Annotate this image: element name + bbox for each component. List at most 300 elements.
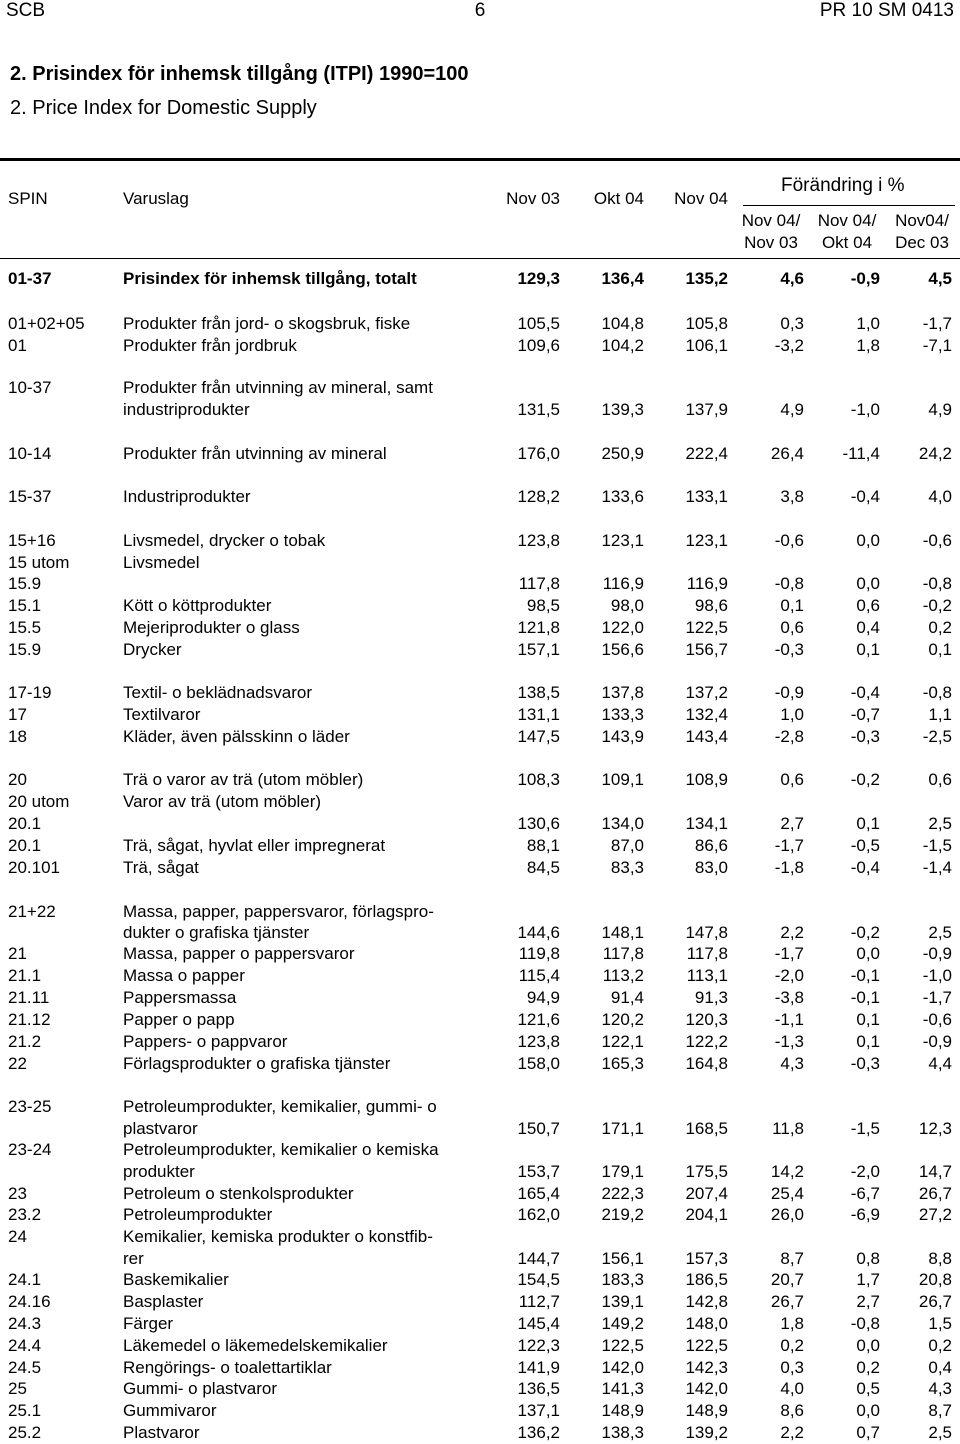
row-value-col4: -0,8 <box>774 574 804 593</box>
row-value-col1: 162,0 <box>517 1205 560 1224</box>
row-value-col3: 207,4 <box>685 1184 728 1203</box>
row-value-col5: -2,0 <box>850 1162 880 1181</box>
row-value-col3: 122,2 <box>685 1032 728 1051</box>
table-row <box>0 1378 960 1400</box>
row-value-col1: 137,1 <box>517 1401 560 1420</box>
row-label: Läkemedel o läkemedelskemikalier <box>123 1336 388 1355</box>
row-label: Petroleumprodukter, kemikalier, gummi- o <box>123 1097 437 1116</box>
row-value-col2: 137,8 <box>601 683 644 702</box>
row-value-col3: 133,1 <box>685 487 728 506</box>
row-value-col1: 98,5 <box>526 596 560 615</box>
row-value-col6: 24,2 <box>918 444 952 463</box>
table-row <box>0 399 960 421</box>
row-value-col5: -0,2 <box>850 923 880 942</box>
row-code: 15+16 <box>8 531 56 550</box>
table-row <box>0 268 960 290</box>
table-row <box>0 443 960 465</box>
table-row <box>0 617 960 639</box>
row-code: 21.2 <box>8 1032 42 1051</box>
row-value-col1: 154,5 <box>517 1270 560 1289</box>
row-value-col4: 2,2 <box>780 923 804 942</box>
row-label: Kemikalier, kemiska produkter o konstfib- <box>123 1227 433 1246</box>
row-label: Prisindex för inhemsk tillgång, totalt <box>123 269 417 288</box>
row-value-col1: 144,7 <box>517 1249 560 1268</box>
row-value-col6: -1,7 <box>922 988 952 1007</box>
row-label: Produkter från utvinning av mineral <box>123 444 387 463</box>
row-code: 24.5 <box>8 1358 42 1377</box>
row-value-col2: 123,1 <box>601 531 644 550</box>
row-value-col1: 121,6 <box>517 1010 560 1029</box>
row-code: 20 <box>8 770 27 789</box>
table-row <box>0 1313 960 1335</box>
table-row <box>0 486 960 508</box>
row-value-col6: 14,7 <box>918 1162 952 1181</box>
header-change-title: Förändring i % <box>781 175 905 196</box>
row-value-col3: 222,4 <box>685 444 728 463</box>
row-value-col1: 88,1 <box>526 836 560 855</box>
row-label: Basplaster <box>123 1292 204 1311</box>
row-code: 01-37 <box>8 269 52 288</box>
row-value-col3: 175,5 <box>685 1162 728 1181</box>
row-value-col1: 136,2 <box>517 1423 560 1442</box>
row-value-col2: 91,4 <box>610 988 644 1007</box>
row-value-col2: 113,2 <box>602 966 644 985</box>
row-value-col3: 113,1 <box>686 966 728 985</box>
row-value-col2: 148,9 <box>601 1401 644 1420</box>
row-value-col4: 8,6 <box>780 1401 804 1420</box>
row-value-col1: 105,5 <box>517 314 560 333</box>
row-value-col4: 26,4 <box>770 444 804 463</box>
table-row <box>0 1096 960 1118</box>
row-value-col3: 117,8 <box>686 944 728 963</box>
row-value-col4: 0,6 <box>780 618 804 637</box>
row-value-col5: -0,8 <box>850 1314 880 1333</box>
row-value-col4: 14,2 <box>770 1162 804 1181</box>
row-code: 23-24 <box>8 1140 52 1159</box>
row-value-col2: 156,6 <box>601 640 644 659</box>
row-value-col1: 131,5 <box>517 400 560 419</box>
row-value-col6: 20,8 <box>918 1270 952 1289</box>
header-col1: Nov 03 <box>506 189 560 208</box>
row-value-col2: 104,2 <box>601 336 644 355</box>
header-col3: Nov 04 <box>674 189 728 208</box>
row-value-col5: 0,6 <box>856 596 880 615</box>
table-row <box>0 530 960 552</box>
row-label: Varor av trä (utom möbler) <box>123 792 322 811</box>
row-value-col5: 0,7 <box>856 1423 880 1442</box>
table-row <box>0 1031 960 1053</box>
row-label: Petroleum o stenkolsprodukter <box>123 1184 354 1203</box>
row-code: 21+22 <box>8 902 56 921</box>
row-value-col6: -1,4 <box>922 858 952 877</box>
table-title-swedish: 2. Prisindex för inhemsk tillgång (ITPI) 1990=100 <box>10 63 469 85</box>
table-row <box>0 1269 960 1291</box>
row-label: Trä, sågat <box>123 858 199 877</box>
row-label: Textilvaror <box>123 705 201 724</box>
row-value-col5: -0,7 <box>850 705 880 724</box>
row-code: 23.2 <box>8 1205 42 1224</box>
row-code: 23-25 <box>8 1097 52 1116</box>
table-row <box>0 1291 960 1313</box>
table-header-rule <box>0 258 960 259</box>
row-value-col2: 83,3 <box>610 858 644 877</box>
row-value-col6: 2,5 <box>928 1423 952 1442</box>
row-value-col3: 156,7 <box>685 640 728 659</box>
row-code: 21.12 <box>8 1010 51 1029</box>
table-row <box>0 835 960 857</box>
table-row <box>0 1422 960 1444</box>
row-value-col3: 157,3 <box>685 1249 728 1268</box>
header-change1-top: Nov 04/ <box>741 211 801 230</box>
row-value-col6: -1,0 <box>922 966 952 985</box>
table-row <box>0 313 960 335</box>
row-value-col2: 138,3 <box>601 1423 644 1442</box>
row-value-col1: 123,8 <box>517 531 560 550</box>
row-value-col3: 186,5 <box>685 1270 728 1289</box>
row-value-col3: 105,8 <box>685 314 728 333</box>
row-code: 24.3 <box>8 1314 42 1333</box>
row-code: 21.11 <box>8 988 50 1007</box>
row-value-col2: 219,2 <box>601 1205 644 1224</box>
table-row <box>0 377 960 399</box>
row-value-col3: 123,1 <box>685 531 728 550</box>
row-value-col4: -3,2 <box>774 336 804 355</box>
row-value-col5: 1,8 <box>856 336 880 355</box>
table-row <box>0 1053 960 1075</box>
row-value-col5: 0,0 <box>856 531 880 550</box>
table-row <box>0 1248 960 1270</box>
row-value-col3: 148,9 <box>685 1401 728 1420</box>
table-row <box>0 1139 960 1161</box>
row-value-col6: 27,2 <box>918 1205 952 1224</box>
row-value-col4: 4,3 <box>780 1054 804 1073</box>
row-value-col5: -0,2 <box>850 770 880 789</box>
row-value-col2: 139,1 <box>601 1292 644 1311</box>
row-code: 15.9 <box>8 574 42 593</box>
row-code: 21.1 <box>8 966 42 985</box>
row-code: 20 utom <box>8 792 70 811</box>
row-value-col6: 4,9 <box>928 400 952 419</box>
row-value-col5: -6,7 <box>850 1184 880 1203</box>
row-value-col3: 168,5 <box>685 1119 728 1138</box>
header-change2-top: Nov 04/ <box>817 211 877 230</box>
row-value-col6: -2,5 <box>922 727 952 746</box>
row-value-col6: 1,5 <box>928 1314 952 1333</box>
row-value-col2: 109,1 <box>601 770 644 789</box>
row-value-col3: 137,2 <box>685 683 728 702</box>
row-value-col4: -0,3 <box>774 640 804 659</box>
row-code: 20.1 <box>8 814 42 833</box>
row-value-col2: 98,0 <box>610 596 644 615</box>
row-label: Trä, sågat, hyvlat eller impregnerat <box>123 836 386 855</box>
row-value-col5: 0,0 <box>856 574 880 593</box>
row-value-col4: 0,1 <box>780 596 804 615</box>
row-value-col3: 142,8 <box>685 1292 728 1311</box>
row-value-col2: 139,3 <box>601 400 644 419</box>
page-number: 6 <box>474 0 486 21</box>
row-value-col4: 25,4 <box>770 1184 804 1203</box>
row-value-col4: 4,0 <box>780 1379 804 1398</box>
row-code: 22 <box>8 1054 27 1073</box>
row-value-col3: 122,5 <box>685 618 728 637</box>
row-value-col6: -0,2 <box>922 596 952 615</box>
row-value-col1: 119,8 <box>518 944 560 963</box>
row-code: 17 <box>8 705 27 724</box>
row-value-col5: -0,9 <box>850 269 880 288</box>
row-code: 15.1 <box>8 596 42 615</box>
row-value-col5: -1,0 <box>850 400 880 419</box>
row-value-col4: -1,8 <box>774 858 804 877</box>
row-label: Industriprodukter <box>123 487 251 506</box>
row-code: 25.2 <box>8 1423 42 1442</box>
row-value-col2: 171,1 <box>601 1119 644 1138</box>
row-value-col5: 1,7 <box>856 1270 880 1289</box>
row-value-col3: 137,9 <box>685 400 728 419</box>
row-label: industriprodukter <box>123 400 250 419</box>
row-value-col1: 109,6 <box>517 336 560 355</box>
row-value-col4: 4,6 <box>780 269 804 288</box>
table-top-rule <box>0 158 960 161</box>
row-value-col5: 0,1 <box>856 640 880 659</box>
row-code: 24.1 <box>8 1270 42 1289</box>
row-label: Kläder, även pälsskinn o läder <box>123 727 350 746</box>
table-row <box>0 552 960 574</box>
table-row <box>0 1400 960 1422</box>
row-value-col1: 121,8 <box>517 618 560 637</box>
row-value-col5: -0,1 <box>850 988 880 1007</box>
row-value-col5: -0,3 <box>850 1054 880 1073</box>
table-row <box>0 943 960 965</box>
row-value-col6: 0,2 <box>928 618 952 637</box>
row-value-col5: 1,0 <box>856 314 880 333</box>
row-value-col6: 26,7 <box>918 1184 952 1203</box>
row-value-col1: 84,5 <box>526 858 560 877</box>
row-value-col5: 2,7 <box>856 1292 880 1311</box>
row-value-col6: 0,6 <box>928 770 952 789</box>
row-value-col1: 131,1 <box>517 705 560 724</box>
row-value-col6: 12,3 <box>918 1119 952 1138</box>
row-value-col6: -0,8 <box>922 574 952 593</box>
row-code: 15 utom <box>8 553 70 572</box>
row-value-col6: 0,1 <box>928 640 952 659</box>
row-value-col5: -6,9 <box>850 1205 880 1224</box>
row-label: Mejeriprodukter o glass <box>123 618 300 637</box>
row-value-col3: 108,9 <box>685 770 728 789</box>
row-value-col1: 123,8 <box>517 1032 560 1051</box>
row-value-col1: 157,1 <box>517 640 560 659</box>
table-row <box>0 769 960 791</box>
header-change3-bottom: Dec 03 <box>895 233 949 252</box>
row-value-col1: 144,6 <box>517 923 560 942</box>
row-value-col1: 147,5 <box>517 727 560 746</box>
row-value-col4: -3,8 <box>774 988 804 1007</box>
row-value-col3: 135,2 <box>685 269 728 288</box>
row-value-col4: 0,3 <box>780 1358 804 1377</box>
row-value-col6: 0,2 <box>928 1336 952 1355</box>
row-value-col2: 148,1 <box>601 923 644 942</box>
row-value-col5: -0,4 <box>850 683 880 702</box>
row-value-col6: 8,7 <box>928 1401 952 1420</box>
change-header-rule <box>743 205 955 206</box>
row-value-col4: 20,7 <box>770 1270 804 1289</box>
row-label: Textil- o beklädnadsvaror <box>123 683 312 702</box>
row-value-col1: 128,2 <box>517 487 560 506</box>
row-label: Pappers- o pappvaror <box>123 1032 288 1051</box>
row-label: Produkter från jord- o skogsbruk, fiske <box>123 314 411 333</box>
row-value-col3: 120,3 <box>685 1010 728 1029</box>
row-value-col4: 0,2 <box>780 1336 804 1355</box>
row-value-col6: 26,7 <box>918 1292 952 1311</box>
row-value-col6: 8,8 <box>928 1249 952 1268</box>
row-value-col3: 122,5 <box>685 1336 728 1355</box>
row-value-col1: 108,3 <box>517 770 560 789</box>
table-row <box>0 965 960 987</box>
row-value-col3: 86,6 <box>694 836 728 855</box>
row-value-col3: 204,1 <box>685 1205 728 1224</box>
row-value-col1: 117,8 <box>518 574 560 593</box>
row-value-col6: -7,1 <box>922 336 952 355</box>
row-value-col3: 143,4 <box>685 727 728 746</box>
table-row <box>0 1161 960 1183</box>
row-value-col3: 106,1 <box>685 336 728 355</box>
row-value-col2: 133,6 <box>601 487 644 506</box>
row-value-col5: 0,0 <box>856 1336 880 1355</box>
row-label: plastvaror <box>123 1119 198 1138</box>
row-value-col4: 26,0 <box>770 1205 804 1224</box>
row-value-col3: 116,9 <box>686 574 728 593</box>
row-value-col1: 112,7 <box>518 1292 560 1311</box>
row-value-col5: 0,1 <box>856 814 880 833</box>
header-spin: SPIN <box>8 189 48 208</box>
table-row <box>0 1357 960 1379</box>
row-value-col2: 122,5 <box>601 1336 644 1355</box>
row-label: Gummi- o plastvaror <box>123 1379 277 1398</box>
row-value-col1: 129,3 <box>517 269 560 288</box>
row-value-col1: 138,5 <box>517 683 560 702</box>
row-code: 25.1 <box>8 1401 42 1420</box>
row-value-col2: 143,9 <box>601 727 644 746</box>
row-value-col3: 142,0 <box>685 1379 728 1398</box>
row-value-col1: 158,0 <box>517 1054 560 1073</box>
row-code: 10-37 <box>8 378 52 397</box>
row-value-col6: 4,5 <box>928 269 952 288</box>
row-value-col3: 134,1 <box>685 814 728 833</box>
row-value-col3: 91,3 <box>694 988 728 1007</box>
row-value-col4: 2,2 <box>780 1423 804 1442</box>
row-value-col2: 183,3 <box>601 1270 644 1289</box>
row-label: Gummivaror <box>123 1401 217 1420</box>
row-value-col2: 156,1 <box>601 1249 644 1268</box>
row-label: Pappersmassa <box>123 988 237 1007</box>
row-value-col5: -0,4 <box>850 858 880 877</box>
table-row <box>0 813 960 835</box>
report-id: PR 10 SM 0413 <box>819 0 954 21</box>
table-row <box>0 726 960 748</box>
row-value-col6: 2,5 <box>928 814 952 833</box>
row-value-col2: 179,1 <box>601 1162 644 1181</box>
table-row <box>0 1335 960 1357</box>
row-value-col4: -1,7 <box>774 836 804 855</box>
row-value-col6: 4,0 <box>928 487 952 506</box>
row-value-col5: -0,4 <box>850 487 880 506</box>
row-value-col2: 136,4 <box>601 269 644 288</box>
row-value-col4: -1,7 <box>774 944 804 963</box>
row-value-col3: 132,4 <box>685 705 728 724</box>
row-code: 24.4 <box>8 1336 42 1355</box>
row-label: dukter o grafiska tjänster <box>123 923 310 942</box>
row-value-col5: -0,3 <box>850 727 880 746</box>
table-row <box>0 595 960 617</box>
table-row <box>0 901 960 923</box>
row-label: Förlagsprodukter o grafiska tjänster <box>123 1054 391 1073</box>
row-value-col4: 1,8 <box>780 1314 804 1333</box>
row-value-col5: 0,4 <box>856 618 880 637</box>
row-code: 17-19 <box>8 683 52 702</box>
row-code: 01 <box>8 336 27 355</box>
row-label: Massa, papper, pappersvaror, förlagspro- <box>123 902 434 921</box>
table-row <box>0 987 960 1009</box>
row-value-col4: 11,8 <box>772 1119 804 1138</box>
header-change1-bottom: Nov 03 <box>744 233 798 252</box>
row-value-col6: -0,9 <box>922 1032 952 1051</box>
row-value-col5: 0,1 <box>856 1010 880 1029</box>
row-code: 10-14 <box>8 444 52 463</box>
row-label: Massa, papper o pappersvaror <box>123 944 355 963</box>
row-code: 15.5 <box>8 618 42 637</box>
table-row <box>0 1009 960 1031</box>
row-value-col2: 142,0 <box>601 1358 644 1377</box>
row-value-col3: 142,3 <box>685 1358 728 1377</box>
table-row <box>0 1226 960 1248</box>
row-value-col3: 148,0 <box>685 1314 728 1333</box>
row-value-col5: -1,5 <box>850 1119 880 1138</box>
row-value-col4: 0,6 <box>780 770 804 789</box>
row-value-col5: -0,1 <box>850 966 880 985</box>
row-label: Rengörings- o toalettartiklar <box>123 1358 332 1377</box>
row-value-col3: 83,0 <box>694 858 728 877</box>
row-value-col5: 0,5 <box>856 1379 880 1398</box>
row-value-col1: 136,5 <box>517 1379 560 1398</box>
header-varuslag: Varuslag <box>123 189 189 208</box>
row-label: Färger <box>123 1314 174 1333</box>
row-value-col4: -0,9 <box>774 683 804 702</box>
row-value-col2: 134,0 <box>601 814 644 833</box>
row-value-col6: -0,9 <box>922 944 952 963</box>
row-value-col4: 1,0 <box>780 705 804 724</box>
row-value-col5: 0,8 <box>856 1249 880 1268</box>
row-value-col4: 3,8 <box>780 487 804 506</box>
row-label: Livsmedel, drycker o tobak <box>123 531 326 550</box>
row-value-col4: -2,0 <box>774 966 804 985</box>
table-title-english: 2. Price Index for Domestic Supply <box>10 97 317 119</box>
row-value-col6: -0,8 <box>922 683 952 702</box>
row-value-col3: 164,8 <box>685 1054 728 1073</box>
row-code: 24.16 <box>8 1292 51 1311</box>
row-value-col4: -1,3 <box>774 1032 804 1051</box>
row-value-col2: 104,8 <box>601 314 644 333</box>
row-value-col6: 4,3 <box>928 1379 952 1398</box>
row-code: 15.9 <box>8 640 42 659</box>
row-value-col5: 0,0 <box>856 1401 880 1420</box>
row-value-col6: -1,5 <box>922 836 952 855</box>
row-label: Plastvaror <box>123 1423 200 1442</box>
row-value-col2: 117,8 <box>602 944 644 963</box>
row-label: Petroleumprodukter, kemikalier o kemiska <box>123 1140 439 1159</box>
row-value-col2: 141,3 <box>601 1379 644 1398</box>
row-value-col4: -2,8 <box>774 727 804 746</box>
row-value-col6: 1,1 <box>928 705 952 724</box>
row-code: 21 <box>8 944 27 963</box>
